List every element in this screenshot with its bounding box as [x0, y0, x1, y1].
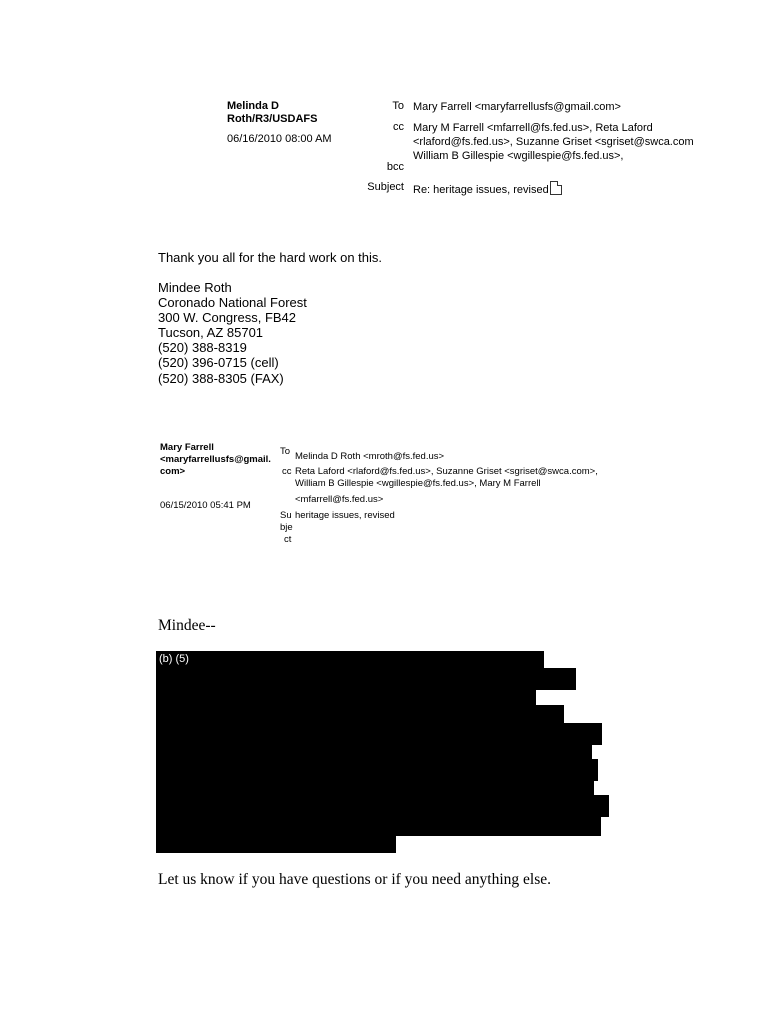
email1-sender-name: Melinda D	[227, 100, 279, 112]
redaction-label: (b) (5)	[159, 653, 189, 665]
email2-subject-value: heritage issues, revised	[295, 510, 395, 521]
document-icon[interactable]	[550, 181, 562, 195]
email1-subject-value: Re: heritage issues, revised	[413, 184, 549, 196]
email2-closing: Let us know if you have questions or if you need anything else.	[158, 871, 552, 888]
email2-to-value: Melinda D Roth <mroth@fs.fed.us>	[295, 451, 445, 462]
email1-cc-line3: William B Gillespie <wgillespie@fs.fed.us>,	[413, 150, 624, 162]
redaction-bar	[156, 723, 602, 745]
redaction-bar	[156, 834, 396, 853]
signature-line: (520) 396-0715 (cell)	[158, 355, 279, 370]
email2-sender-email-end: com>	[160, 466, 186, 477]
redaction-bar	[156, 815, 601, 836]
email2-subject-label-part: ct	[284, 534, 292, 545]
email1-body: Thank you all for the hard work on this.	[158, 250, 383, 265]
email1-cc-label: cc	[393, 121, 404, 133]
redaction-bar	[156, 668, 576, 690]
redaction-bar	[156, 759, 598, 781]
email2-sender-name: Mary Farrell	[160, 442, 214, 453]
signature-line: Mindee Roth	[158, 280, 232, 295]
email1-bcc-label: bcc	[386, 161, 404, 173]
redaction-bar	[156, 795, 609, 817]
email1-cc-line2: <rlaford@fs.fed.us>, Suzanne Griset <sgriset@swca.com	[413, 136, 694, 148]
email2-to-label: To	[280, 446, 291, 457]
email2-date: 06/15/2010 05:41 PM	[160, 500, 251, 511]
email1-subject-label: Subject	[367, 181, 404, 193]
redaction-bar	[156, 689, 536, 706]
email1-cc-line1: Mary M Farrell <mfarrell@fs.fed.us>, Reta Laford	[413, 122, 653, 134]
email1-subject	[413, 181, 562, 197]
email2-cc-line1: Reta Laford <rlaford@fs.fed.us>, Suzanne Griset <sgriset@swca.com>,	[295, 466, 598, 477]
email2-cc-line3: <mfarrell@fs.fed.us>	[295, 494, 384, 505]
email2-cc-label: cc	[282, 466, 292, 477]
email1-sender-org: Roth/R3/USDAFS	[227, 113, 318, 125]
signature-line: Tucson, AZ 85701	[158, 325, 264, 340]
redaction-bar	[156, 705, 564, 725]
signature-line: Coronado National Forest	[158, 295, 307, 310]
email2-greeting: Mindee--	[158, 617, 216, 634]
email2-cc-line2: William B Gillespie <wgillespie@fs.fed.us>, Mary M Farrell	[295, 478, 541, 489]
signature-line: 300 W. Congress, FB42	[158, 310, 297, 325]
signature-line: (520) 388-8319	[158, 340, 247, 355]
redaction-bar	[156, 651, 544, 669]
email1-to-value: Mary Farrell <maryfarrellusfs@gmail.com>	[413, 101, 621, 113]
email2-sender-email: <maryfarrellusfs@gmail.	[160, 454, 271, 465]
email1-to-label: To	[392, 100, 404, 112]
email1-date: 06/16/2010 08:00 AM	[227, 133, 332, 145]
email2-subject-label-part: bje	[280, 522, 293, 533]
email2-subject-label-part: Su	[280, 510, 292, 521]
signature-line: (520) 388-8305 (FAX)	[158, 371, 284, 386]
